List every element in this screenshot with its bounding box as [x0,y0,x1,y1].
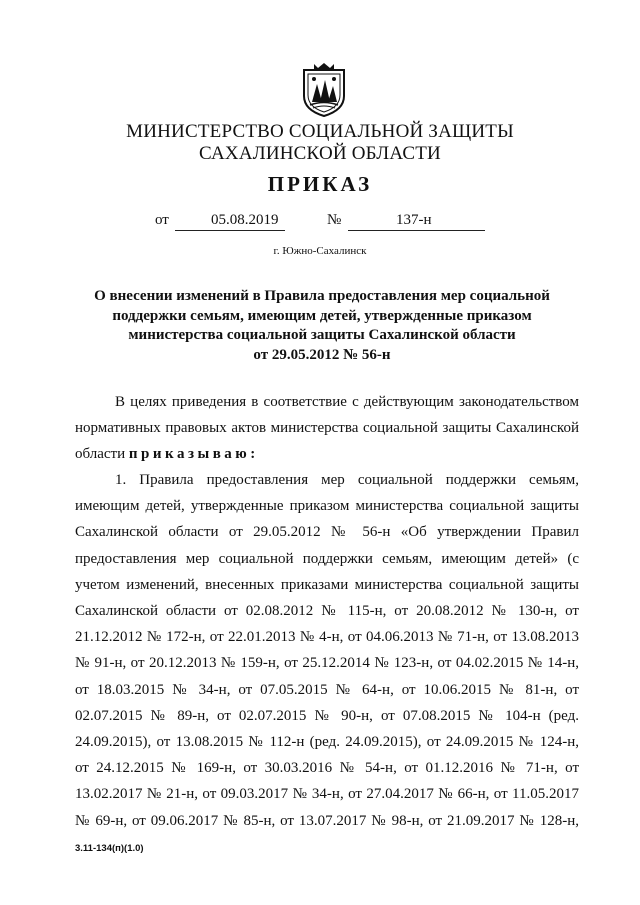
item-1-text-line: 24.09.2015), от 13.08.2015 № 112-н (ред. 24.09.2015), от 24.09.2015 № 124-н, [75,734,579,750]
item-1-text-line: Сахалинской области от 29.05.2012 № 56-н «Об утверждении Правил [75,524,579,541]
item-1-text-line: имеющим детей, утвержденные приказом министерства социальной защиты [75,498,579,515]
ministry-name-line2: САХАЛИНСКОЙ ОБЛАСТИ [199,143,441,164]
form-code: 3.11-134(п)(1.0) [75,843,144,854]
subject-line: О внесении изменений в Правила предоставления мер социальной [94,288,550,304]
subject-line: поддержки семьям, имеющим детей, утвержденные приказом [112,307,532,324]
subject-line: министерства социальной защиты Сахалинской области [128,327,516,343]
item-1-text-line: 21.12.2012 № 172-н, от 22.01.2013 № 4-н, от 04.06.2013 № 71-н, от 13.08.2013 [75,629,579,646]
intro-text-line: В целях приведения в соответствие с действующим законодательством [115,394,579,410]
sakhalin-coat-of-arms-icon [300,62,348,118]
item-1-text-line: 1. Правила предоставления мер социальной поддержки семьям, [115,472,579,488]
item-1-text-line: № 69-н, от 09.06.2017 № 85-н, от 13.07.2017 № 98-н, от 21.09.2017 № 128-н, [75,812,579,829]
order-date: 05.08.2019 [211,212,279,228]
item-1-text-line: от 24.12.2015 № 169-н, от 30.03.2016 № 54-н, от 01.12.2016 № 71-н, от [75,760,579,777]
subject-line: от 29.05.2012 № 56-н [253,346,391,363]
order-number: 137-н [396,212,432,228]
item-1-text-line: от 18.03.2015 № 34-н, от 07.05.2015 № 64-н, от 10.06.2015 № 81-н, от [75,681,579,698]
number-sign: № [327,212,342,228]
date-prefix: от [155,212,169,228]
number-underline [348,230,485,231]
order-command: приказываю: [128,446,259,462]
document-type-title: ПРИКАЗ [267,172,373,196]
intro-text-line: нормативных правовых актов министерства социальной защиты Сахалинской [75,420,579,436]
intro-text-start: области [75,446,126,462]
item-1-text-line: предоставления мер социальной поддержки семьям, имеющим детей» (с [75,550,579,567]
intro-command-line [75,446,579,463]
city-name: г. Южно-Сахалинск [273,245,367,257]
item-1-text-line: 02.07.2015 № 89-н, от 02.07.2015 № 90-н, от 07.08.2015 № 104-н (ред. [75,707,579,724]
item-1-text-line: 13.02.2017 № 21-н, от 09.03.2017 № 34-н, от 27.04.2017 № 66-н, от 11.05.2017 [75,786,579,803]
date-underline [175,230,285,231]
item-1-text-line: № 91-н, от 20.12.2013 № 159-н, от 25.12.2014 № 123-н, от 04.02.2015 № 14-н, [75,655,579,672]
item-1-text-line: Сахалинской области от 02.08.2012 № 115-н, от 20.08.2012 № 130-н, от [75,603,579,619]
order-subject [80,287,564,365]
ministry-name-line1: МИНИСТЕРСТВО СОЦИАЛЬНОЙ ЗАЩИТЫ [126,121,514,142]
item-1-text-line: учетом изменений, внесенных приказами министерства социальной защиты [75,576,579,593]
